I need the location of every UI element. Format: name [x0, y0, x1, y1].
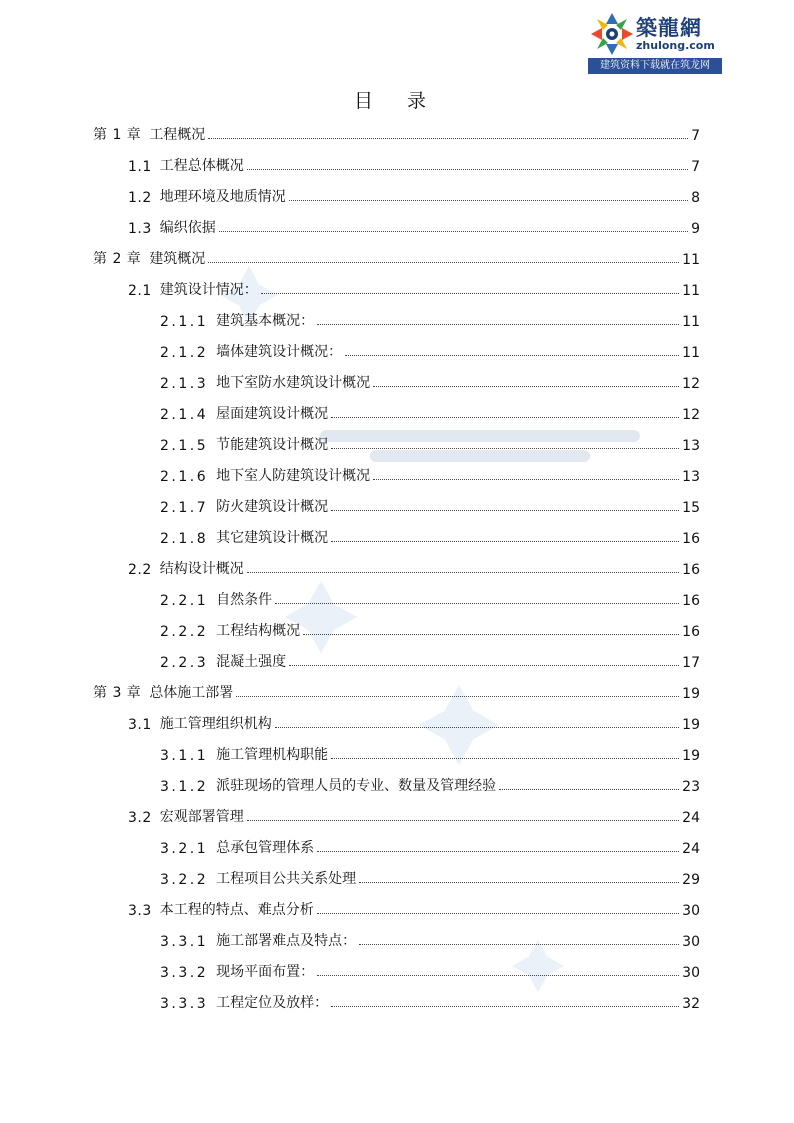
toc-dot-leader	[275, 727, 679, 728]
toc-entry-number: 2.1	[128, 283, 152, 299]
toc-entry[interactable]	[160, 864, 700, 888]
toc-entry[interactable]	[160, 988, 700, 1012]
toc-dot-leader	[247, 820, 679, 821]
toc-entry[interactable]	[160, 337, 700, 361]
toc-entry-number: 2.1.5	[160, 438, 209, 454]
toc-entry-page: 11	[682, 314, 700, 330]
toc-entry-number: 3.2.1	[160, 841, 209, 857]
toc-dot-leader	[373, 479, 679, 480]
toc-entry[interactable]	[160, 771, 700, 795]
toc-entry-page: 16	[682, 562, 700, 578]
toc-dot-leader	[331, 541, 679, 542]
toc-dot-leader	[373, 386, 679, 387]
zhulong-logo	[588, 6, 722, 72]
toc-entry[interactable]	[160, 833, 700, 857]
toc-dot-leader	[289, 200, 688, 201]
toc-entry[interactable]	[93, 244, 700, 268]
toc-entry[interactable]	[128, 895, 700, 919]
toc-entry-page: 7	[691, 128, 700, 144]
toc-entry-page: 15	[682, 500, 700, 516]
toc-entry[interactable]	[128, 213, 700, 237]
toc-dot-leader	[331, 1006, 679, 1007]
toc-entry-title: 工程总体概况	[159, 158, 244, 174]
toc-entry-number: 2.2.3	[160, 655, 209, 671]
toc-entry-number: 2.2	[128, 562, 152, 578]
toc-dot-leader	[331, 417, 679, 418]
toc-entry-page: 16	[682, 593, 700, 609]
toc-dot-leader	[345, 355, 679, 356]
toc-entry-title: 混凝土强度	[216, 654, 287, 670]
toc-entry-title: 自然条件	[216, 592, 273, 608]
toc-entry-page: 12	[682, 376, 700, 392]
toc-entry-title: 节能建筑设计概况	[216, 437, 329, 453]
toc-entry-page: 29	[682, 872, 700, 888]
toc-entry-number: 2.1.2	[160, 345, 209, 361]
toc-entry[interactable]	[160, 306, 700, 330]
toc-entry-page: 11	[682, 252, 700, 268]
logo-slogan: 建筑资料下载就在筑龙网	[588, 58, 722, 74]
toc-dot-leader	[499, 789, 679, 790]
toc-entry-page: 23	[682, 779, 700, 795]
toc-entry-page: 11	[682, 283, 700, 299]
toc-dot-leader	[331, 510, 679, 511]
toc-entry-number: 2.1.8	[160, 531, 209, 547]
toc-entry-title: 总承包管理体系	[216, 840, 315, 856]
toc-entry-page: 11	[682, 345, 700, 361]
toc-entry-number: 2.1.4	[160, 407, 209, 423]
toc-entry-page: 16	[682, 624, 700, 640]
toc-entry[interactable]	[93, 678, 700, 702]
toc-dot-leader	[247, 169, 688, 170]
toc-entry-title: 地下室防水建筑设计概况	[216, 375, 371, 391]
toc-dot-leader	[331, 448, 679, 449]
toc-entry-title: 地下室人防建筑设计概况	[216, 468, 371, 484]
toc-entry-title: 建筑设计情况：	[159, 282, 258, 298]
toc-entry-number: 1.2	[128, 190, 152, 206]
toc-dot-leader	[359, 944, 679, 945]
toc-entry-title: 工程定位及放样：	[216, 995, 329, 1011]
toc-entry-title: 施工管理机构职能	[216, 747, 329, 763]
toc-entry[interactable]	[160, 492, 700, 516]
toc-entry-title: 地理环境及地质情况	[159, 189, 286, 205]
toc-entry-number: 2.1.1	[160, 314, 209, 330]
toc-entry[interactable]	[160, 740, 700, 764]
toc-entry-number: 3.3.1	[160, 934, 209, 950]
toc-entry-page: 13	[682, 438, 700, 454]
snowflake-logo-icon	[590, 12, 634, 56]
toc-entry[interactable]	[160, 585, 700, 609]
toc-entry[interactable]	[128, 182, 700, 206]
toc-entry-title: 施工部署难点及特点：	[216, 933, 357, 949]
toc-entry-page: 16	[682, 531, 700, 547]
toc-entry[interactable]	[160, 616, 700, 640]
toc-entry[interactable]	[128, 275, 700, 299]
toc-entry-page: 13	[682, 469, 700, 485]
toc-entry[interactable]	[160, 461, 700, 485]
toc-entry-page: 24	[682, 810, 700, 826]
toc-entry-number: 3.1.2	[160, 779, 209, 795]
toc-entry[interactable]	[128, 709, 700, 733]
toc-entry-number: 3.3	[128, 903, 152, 919]
toc-entry[interactable]	[93, 120, 700, 144]
toc-dot-leader	[289, 665, 679, 666]
toc-dot-leader	[317, 975, 679, 976]
toc-entry-number: 2.1.7	[160, 500, 209, 516]
toc-dot-leader	[317, 324, 679, 325]
toc-entry-title: 编织依据	[159, 220, 216, 236]
toc-dot-leader	[236, 696, 679, 697]
toc-entry[interactable]	[160, 957, 700, 981]
toc-entry-title: 宏观部署管理	[159, 809, 244, 825]
toc-dot-leader	[247, 572, 679, 573]
toc-entry-title: 现场平面布置：	[216, 964, 315, 980]
toc-entry-title: 工程结构概况	[216, 623, 301, 639]
toc-entry[interactable]	[128, 802, 700, 826]
toc-entry-page: 19	[682, 717, 700, 733]
toc-entry-number: 3.3.2	[160, 965, 209, 981]
toc-entry[interactable]	[160, 647, 700, 671]
toc-entry[interactable]	[128, 554, 700, 578]
toc-entry-title: 防火建筑设计概况	[216, 499, 329, 515]
toc-entry-page: 32	[682, 996, 700, 1012]
toc-entry[interactable]	[160, 926, 700, 950]
toc-entry[interactable]	[128, 151, 700, 175]
toc-dot-leader	[359, 882, 679, 883]
toc-entry-title: 工程概况	[149, 127, 206, 143]
toc-entry-title: 工程项目公共关系处理	[216, 871, 357, 887]
toc-dot-leader	[317, 913, 679, 914]
toc-entry[interactable]	[160, 368, 700, 392]
toc-entry-title: 建筑基本概况：	[216, 313, 315, 329]
logo-domain: zhulong.com	[636, 39, 715, 52]
toc-entry-page: 7	[691, 159, 700, 175]
toc-dot-leader	[275, 603, 679, 604]
logo-name-cn: 築龍網	[636, 15, 702, 40]
toc-entry-number: 2.2.1	[160, 593, 209, 609]
toc-entry-title: 施工管理组织机构	[159, 716, 272, 732]
toc-entry-title: 屋面建筑设计概况	[216, 406, 329, 422]
page-title: 目 录	[353, 90, 441, 112]
toc-entry-number: 2.1.6	[160, 469, 209, 485]
toc-entry-number: 第 1 章	[93, 127, 142, 143]
toc-dot-leader	[208, 138, 688, 139]
toc-entry-title: 本工程的特点、难点分析	[159, 902, 314, 918]
toc-entry-page: 19	[682, 686, 700, 702]
toc-entry-number: 3.2.2	[160, 872, 209, 888]
toc-dot-leader	[317, 851, 679, 852]
toc-entry-page: 8	[691, 190, 700, 206]
toc-entry-page: 17	[682, 655, 700, 671]
toc-entry-number: 3.3.3	[160, 996, 209, 1012]
toc-entry-page: 12	[682, 407, 700, 423]
toc-entry-number: 2.1.3	[160, 376, 209, 392]
toc-entry-title: 建筑概况	[149, 251, 206, 267]
toc-dot-leader	[208, 262, 679, 263]
toc-entry-number: 第 2 章	[93, 251, 142, 267]
toc-entry-number: 3.1	[128, 717, 152, 733]
toc-entry-title: 派驻现场的管理人员的专业、数量及管理经验	[216, 778, 497, 794]
toc-entry-number: 2.2.2	[160, 624, 209, 640]
toc-entry[interactable]	[160, 523, 700, 547]
toc-entry-number: 1.3	[128, 221, 152, 237]
toc-entry-number: 3.1.1	[160, 748, 209, 764]
toc-dot-leader	[219, 231, 688, 232]
toc-entry-number: 3.2	[128, 810, 152, 826]
toc-entry-number: 第 3 章	[93, 685, 142, 701]
toc-entry[interactable]	[160, 399, 700, 423]
toc-entry-title: 墙体建筑设计概况：	[216, 344, 343, 360]
toc-entry-page: 30	[682, 903, 700, 919]
toc-entry-page: 24	[682, 841, 700, 857]
toc-dot-leader	[303, 634, 679, 635]
toc-entry-page: 19	[682, 748, 700, 764]
toc-entry-page: 30	[682, 934, 700, 950]
toc-entry-title: 结构设计概况	[159, 561, 244, 577]
toc-entry-number: 1.1	[128, 159, 152, 175]
toc-entry-page: 9	[691, 221, 700, 237]
toc-entry[interactable]	[160, 430, 700, 454]
toc-dot-leader	[261, 293, 679, 294]
toc-entry-page: 30	[682, 965, 700, 981]
toc-dot-leader	[331, 758, 679, 759]
toc-entry-title: 总体施工部署	[149, 685, 234, 701]
toc-entry-title: 其它建筑设计概况	[216, 530, 329, 546]
